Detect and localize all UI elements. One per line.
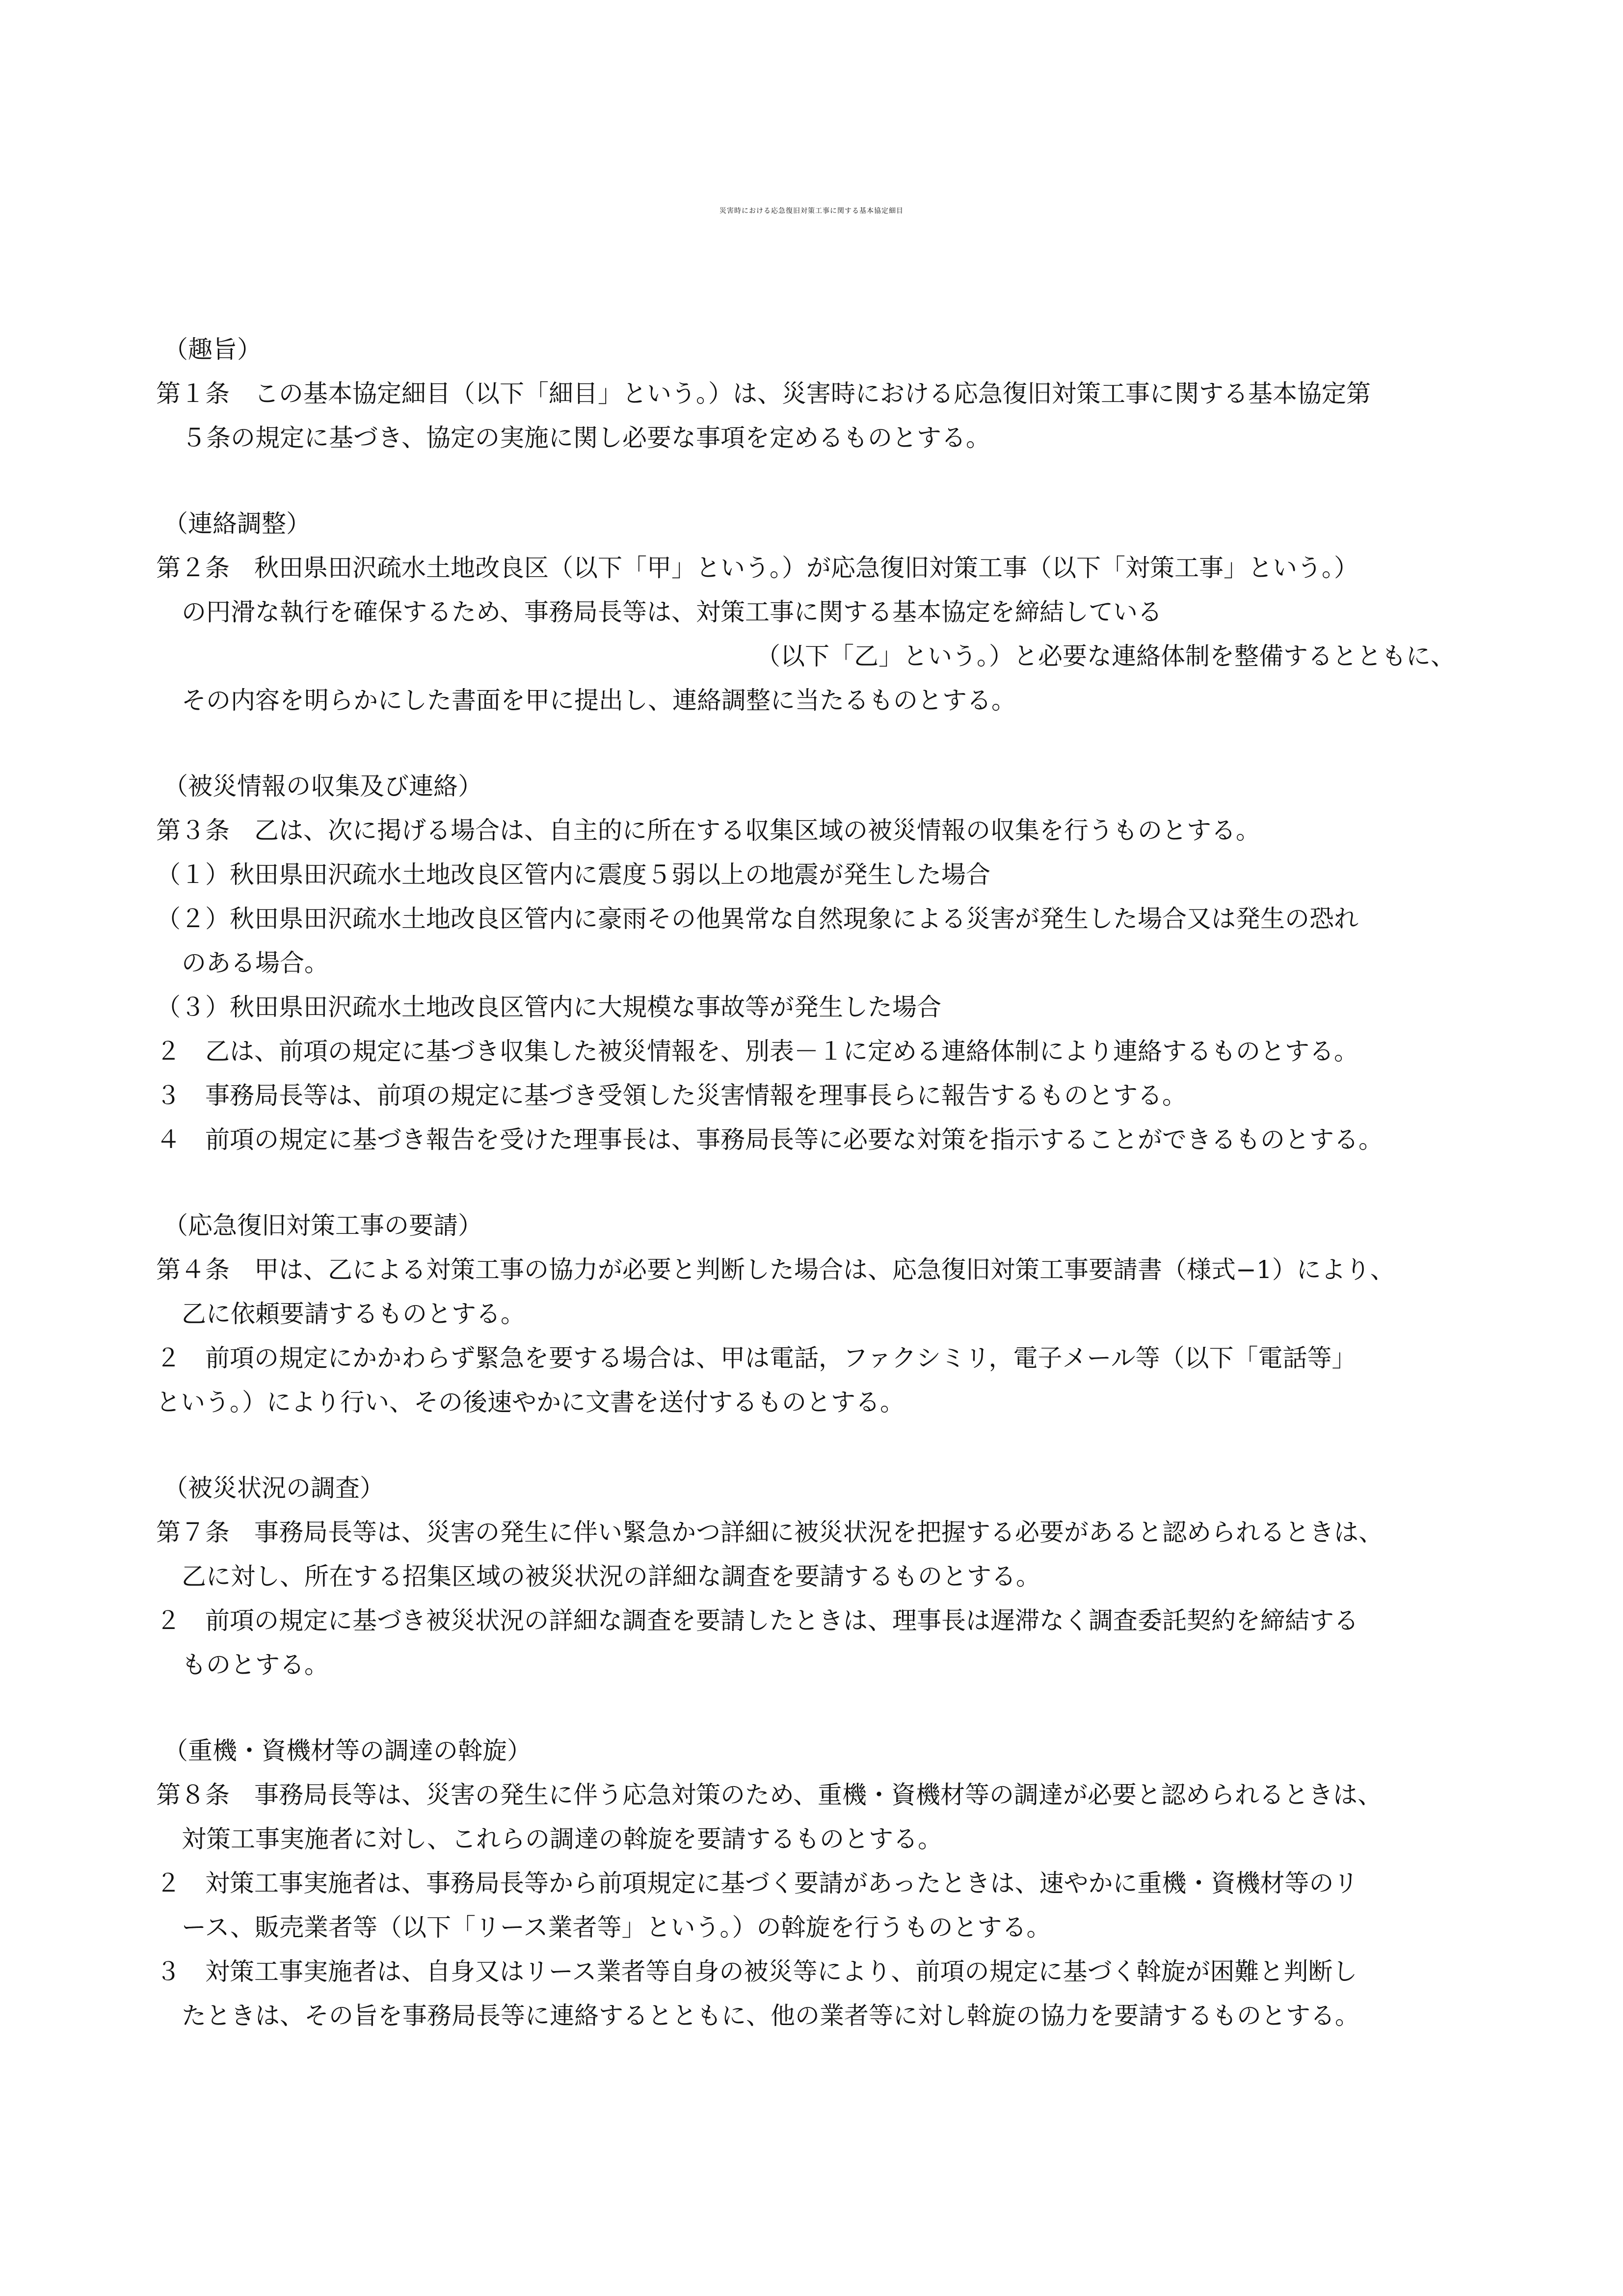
article-line: ものとする。 [182,1651,329,1679]
article-line: 対策工事実施者に対し、これらの調達の斡旋を要請するものとする。 [182,1825,942,1853]
article-line: 第２条 秋田県田沢疏水土地改良区（以下「甲」という。）が応急復旧対策工事（以下「対策工事」という。） [156,554,1358,582]
article-line: 第８条 事務局長等は、災害の発生に伴う応急対策のため、重機・資機材等の調達が必要と認められるときは、 [156,1781,1382,1809]
document-title: 災害時における応急復旧対策工事に関する基本協定細目 [719,207,904,215]
article-paragraph: ２ 前項の規定に基づき被災状況の詳細な調査を要請したときは、理事長は遅滞なく調査委託契約を締結する [156,1606,1358,1635]
article-line: （以下「乙」という。）と必要な連絡体制を整備するとともに、 [756,642,1455,670]
article-line: 第４条 甲は、乙による対策工事の協力が必要と判断した場合は、応急復旧対策工事要請書（様式−1）により、 [156,1255,1395,1284]
article-paragraph: ２ 前項の規定にかかわらず緊急を要する場合は、甲は電話，ファクシミリ，電子メール等（以下「電話等」 [156,1344,1357,1372]
section-heading: （被災状況の調査） [163,1474,384,1502]
article-item: （１）秋田県田沢疏水土地改良区管内に震度５弱以上の地震が発生した場合 [156,860,990,889]
article-line: 第７条 事務局長等は、災害の発生に伴い緊急かつ詳細に被災状況を把握する必要があると認められるときは、 [156,1518,1383,1547]
article-paragraph: ４ 前項の規定に基づき報告を受けた理事長は、事務局長等に必要な対策を指示することができるものとする。 [156,1125,1383,1154]
article-item: （３）秋田県田沢疏水土地改良区管内に大規模な事故等が発生した場合 [156,993,941,1021]
article-line: という。）により行い、その後速やかに文書を送付するものとする。 [156,1388,905,1416]
article-line: 乙に依頼要請するものとする。 [182,1300,525,1328]
article-line: ５条の規定に基づき、協定の実施に関し必要な事項を定めるものとする。 [182,424,990,452]
article-paragraph: ３ 対策工事実施者は、自身又はリース業者等自身の被災等により、前項の規定に基づく斡旋が困難と判断し [156,1957,1357,1986]
article-line: その内容を明らかにした書面を甲に提出し、連絡調整に当たるものとする。 [182,686,1016,715]
section-heading: （重機・資機材等の調達の斡旋） [163,1736,532,1765]
section-heading: （趣旨） [163,335,262,364]
article-line: たときは、その旨を事務局長等に連絡するとともに、他の業者等に対し斡旋の協力を要請するものとする。 [182,2002,1359,2030]
article-line: 第１条 この基本協定細目（以下「細目」という。）は、災害時における応急復旧対策工事に関する基本協定第 [156,379,1371,408]
article-line: 第３条 乙は、次に掲げる場合は、自主的に所在する収集区域の被災情報の収集を行うものとする。 [156,816,1260,845]
article-line: の円滑な執行を確保するため、事務局長等は、対策工事に関する基本協定を締結している [182,598,1162,626]
article-paragraph: ２ 乙は、前項の規定に基づき収集した被災情報を、別表－１に定める連絡体制により連絡するものとする。 [156,1037,1358,1066]
article-paragraph: ３ 事務局長等は、前項の規定に基づき受領した災害情報を理事長らに報告するものとする。 [156,1081,1187,1110]
article-item: （２）秋田県田沢疏水土地改良区管内に豪雨その他異常な自然現象による災害が発生した場合又は発生の恐れ [156,905,1358,933]
section-heading: （連絡調整） [163,509,311,538]
section-heading: （応急復旧対策工事の要請） [163,1211,482,1240]
article-paragraph: ２ 対策工事実施者は、事務局長等から前項規定に基づく要請があったときは、速やかに重機・資機材等のリ [156,1869,1358,1897]
article-line: 乙に対し、所在する招集区域の被災状況の詳細な調査を要請するものとする。 [182,1562,1040,1591]
article-line: のある場合。 [182,949,329,977]
section-heading: （被災情報の収集及び連絡） [163,772,482,801]
article-line: ース、販売業者等（以下「リース業者等」という。）の斡旋を行うものとする。 [182,1913,1051,1942]
